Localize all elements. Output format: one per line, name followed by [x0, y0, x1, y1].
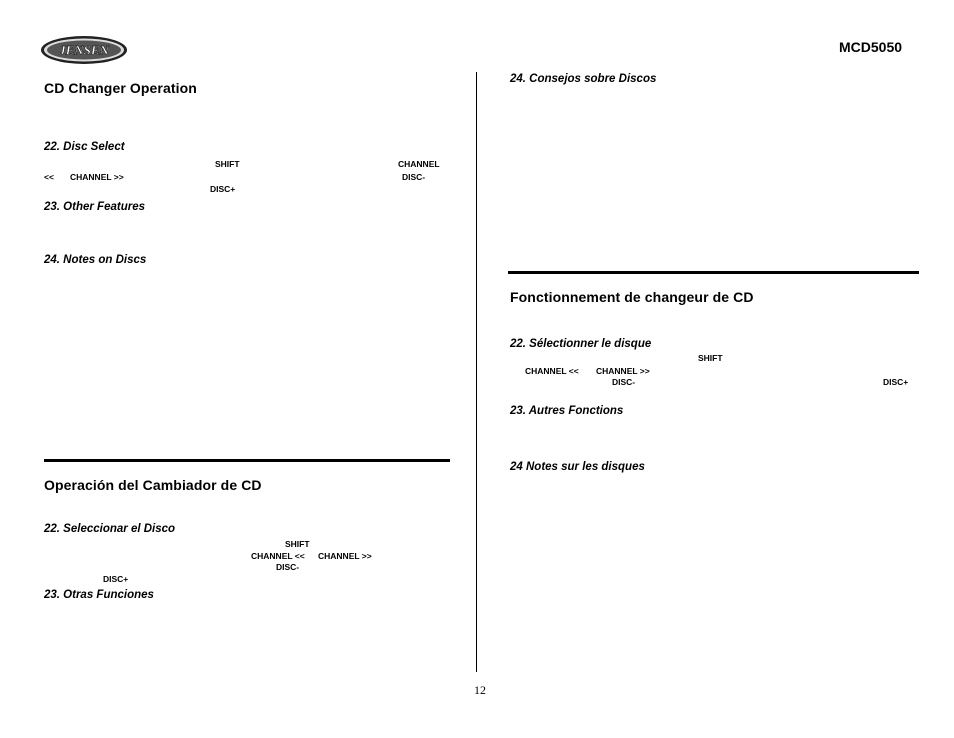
jensen-logo — [40, 35, 128, 65]
french-channel-lt-keyword: CHANNEL << — [525, 366, 579, 376]
spanish-channel-gt-keyword: CHANNEL >> — [318, 551, 372, 561]
spanish-channel-lt-keyword: CHANNEL << — [251, 551, 305, 561]
english-lt-keyword: << — [44, 172, 54, 182]
french-section-title: Fonctionnement de changeur de CD — [510, 289, 754, 305]
section-rule-right — [508, 271, 919, 274]
french-disc-select-heading: 22. Sélectionner le disque — [510, 338, 652, 350]
english-channel-gt-keyword: CHANNEL >> — [70, 172, 124, 182]
french-notes-heading: 24 Notes sur les disques — [510, 461, 645, 473]
english-disc-plus-keyword: DISC+ — [210, 184, 236, 194]
section-rule-left — [44, 459, 450, 462]
spanish-shift-keyword: SHIFT — [285, 539, 310, 549]
english-section-title: CD Changer Operation — [44, 80, 197, 96]
column-divider — [476, 72, 477, 672]
spanish-notes-heading: 24. Consejos sobre Discos — [510, 73, 657, 85]
english-other-features-heading: 23. Other Features — [44, 201, 145, 213]
spanish-disc-plus-keyword: DISC+ — [103, 574, 129, 584]
french-disc-minus-keyword: DISC- — [612, 377, 636, 387]
english-disc-select-heading: 22. Disc Select — [44, 141, 125, 153]
spanish-disc-select-heading: 22. Seleccionar el Disco — [44, 523, 176, 535]
french-other-features-heading: 23. Autres Fonctions — [510, 405, 624, 417]
jensen-logo-text: JENSEN — [59, 42, 109, 58]
english-channel-keyword: CHANNEL — [398, 159, 440, 169]
english-notes-heading: 24. Notes on Discs — [44, 254, 147, 266]
model-number: MCD5050 — [839, 39, 903, 55]
spanish-section-title: Operación del Cambiador de CD — [44, 477, 262, 493]
french-channel-gt-keyword: CHANNEL >> — [596, 366, 650, 376]
spanish-disc-minus-keyword: DISC- — [276, 562, 300, 572]
english-disc-minus-keyword: DISC- — [402, 172, 426, 182]
english-shift-keyword: SHIFT — [215, 159, 240, 169]
page-number: 12 — [474, 683, 486, 697]
spanish-other-features-heading: 23. Otras Funciones — [44, 589, 154, 601]
french-disc-plus-keyword: DISC+ — [883, 377, 909, 387]
french-shift-keyword: SHIFT — [698, 353, 723, 363]
